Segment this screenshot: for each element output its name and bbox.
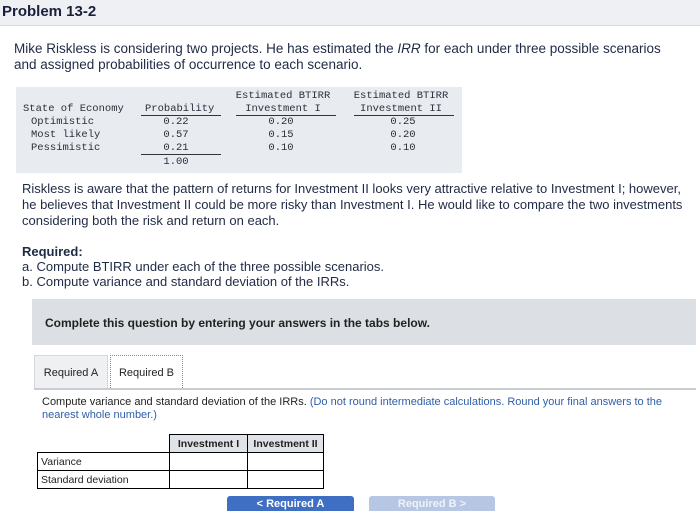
header-inv2-line1: Estimated BTIRR — [353, 90, 449, 102]
prev-button-label: Required A — [266, 498, 325, 510]
total-rule — [141, 154, 221, 155]
instructions-note: (Do not round intermediate calculations. Round your final answers to the nearest whole number.) — [42, 396, 663, 421]
row-inv2: 0.10 — [390, 142, 416, 154]
chevron-left-icon: < — [256, 498, 264, 510]
row-inv1: 0.10 — [268, 142, 294, 154]
intro-text — [14, 41, 686, 73]
header-inv1-line2: Investment I — [245, 103, 321, 115]
chevron-right-icon: > — [459, 498, 467, 510]
std-dev-investment-1-input[interactable] — [170, 471, 248, 489]
row-probability: 0.21 — [163, 142, 189, 154]
header-state: State of Economy — [23, 103, 124, 115]
variance-investment-2-input[interactable] — [248, 453, 324, 471]
probability-total: 1.00 — [163, 156, 189, 168]
instructions-main: Compute variance and standard deviation of the IRRs. — [42, 396, 310, 408]
instructions-banner: Complete this question by entering your answers in the tabs below. — [32, 299, 696, 345]
problem-title: Problem 13-2 — [0, 0, 700, 26]
tab-required-b[interactable]: Required B — [110, 355, 183, 390]
header-inv1-line1: Estimated BTIRR — [235, 90, 331, 102]
prev-required-a-button[interactable] — [227, 496, 354, 511]
row-inv2: 0.25 — [390, 116, 416, 128]
panel-instructions — [42, 396, 682, 422]
row-state: Pessimistic — [31, 142, 101, 154]
next-required-b-button[interactable] — [369, 496, 495, 511]
next-button-label: Required B — [397, 498, 457, 510]
variance-label: Variance — [38, 453, 170, 471]
scenario-table — [16, 87, 462, 173]
required-b: b. Compute variance and standard deviation of the IRRs. — [22, 274, 350, 289]
answer-header-investment-2: Investment II — [248, 435, 324, 453]
context-paragraph: Riskless is aware that the pattern of returns for Investment II looks very attractive relative to Investment I; however, he believes that Investment II could be more risky than Investment I. He would like to compare the two investments considering both the risk and return on each. — [22, 181, 683, 228]
answer-table — [37, 434, 324, 489]
row-inv1: 0.15 — [268, 129, 294, 141]
header-probability: Probability — [145, 103, 215, 115]
std-dev-label: Standard deviation — [38, 471, 170, 489]
variance-investment-1-input[interactable] — [170, 453, 248, 471]
row-probability: 0.22 — [163, 116, 189, 128]
row-state: Optimistic — [31, 116, 95, 128]
tab-required-a[interactable]: Required A — [34, 355, 108, 390]
header-inv2-line2: Investment II — [360, 103, 442, 115]
row-inv2: 0.20 — [390, 129, 416, 141]
required-a: a. Compute BTIRR under each of the three possible scenarios. — [22, 259, 385, 274]
intro-before-irr: Mike Riskless is considering two projects. He has estimated the — [14, 41, 398, 56]
row-probability: 0.57 — [163, 129, 189, 141]
intro-after-irr: for each under three possible scenarios and assigned probabilities of occurrence to each scenario. — [14, 41, 661, 72]
std-dev-investment-2-input[interactable] — [248, 471, 324, 489]
answer-header-blank — [38, 435, 170, 453]
required-section — [22, 244, 622, 289]
row-inv1: 0.20 — [268, 116, 294, 128]
required-heading: Required: — [22, 244, 83, 259]
answer-header-investment-1: Investment I — [170, 435, 248, 453]
row-state: Most likely — [31, 129, 101, 141]
intro-irr: IRR — [397, 41, 421, 56]
